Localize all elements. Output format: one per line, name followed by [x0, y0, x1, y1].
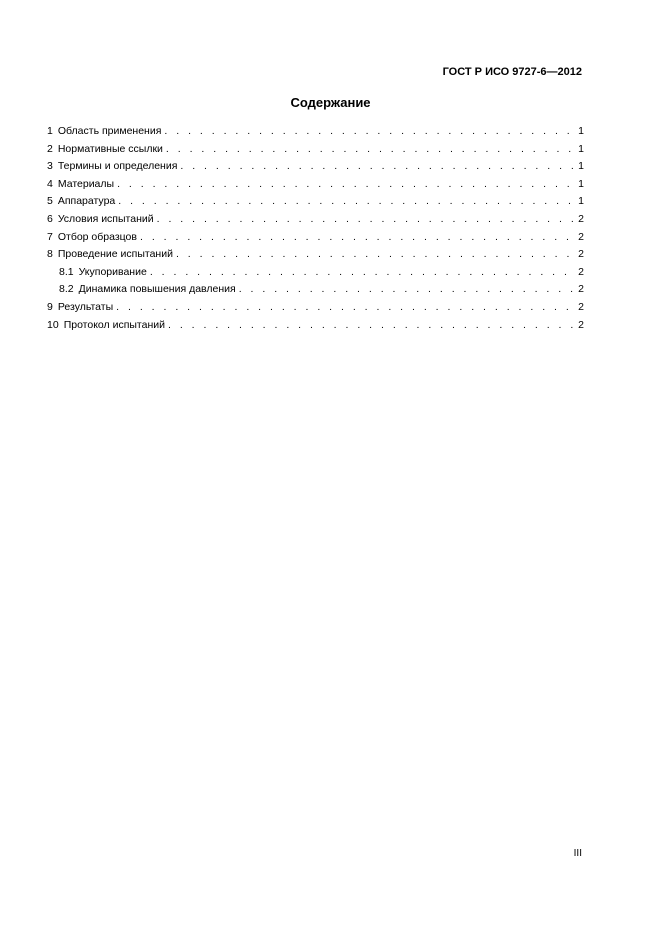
toc-entry-label: Нормативные ссылки [57, 142, 163, 155]
toc-leader-dots [117, 176, 573, 194]
toc-leader-dots [164, 123, 573, 141]
toc-entry-number: 9 [47, 300, 53, 313]
toc-leader-dots [140, 229, 573, 247]
toc-entry-page: 1 [578, 125, 584, 137]
toc-subentry[interactable] [47, 281, 584, 299]
toc-entry-label: Укупоривание [78, 265, 147, 278]
toc-leader-dots [166, 141, 573, 159]
toc-entry[interactable] [47, 211, 584, 229]
toc-entry-number: 1 [47, 125, 53, 137]
toc-entry[interactable] [47, 176, 584, 194]
toc-leader-dots [118, 193, 573, 211]
toc-entry[interactable] [47, 158, 584, 176]
page-number: III [573, 848, 582, 859]
table-of-contents [47, 123, 584, 334]
toc-entry[interactable] [47, 123, 584, 141]
toc-entry-label: Материалы [57, 177, 115, 190]
toc-entry-label: Условия испытаний [57, 212, 154, 225]
toc-entry-number: 3 [47, 160, 53, 173]
toc-entry-page: 2 [578, 300, 584, 313]
toc-entry[interactable] [47, 246, 584, 264]
toc-entry-label: Аппаратура [57, 195, 116, 208]
toc-leader-dots [157, 211, 573, 229]
toc-entry-number: 4 [47, 177, 53, 190]
toc-leader-dots [176, 246, 573, 264]
toc-entry-page: 2 [578, 230, 584, 243]
toc-leader-dots [168, 317, 573, 335]
toc-entry-page: 2 [578, 248, 584, 261]
toc-entry-number: 8.1 [59, 265, 74, 278]
toc-entry[interactable] [47, 299, 584, 317]
toc-entry-page: 1 [578, 160, 584, 173]
toc-entry[interactable] [47, 317, 584, 335]
toc-entry-label: Результаты [57, 300, 114, 313]
toc-leader-dots [150, 264, 573, 282]
toc-leader-dots [239, 281, 573, 299]
toc-entry-number: 2 [47, 142, 53, 155]
toc-entry-label: Динамика повышения давления [78, 283, 236, 296]
toc-entry-page: 1 [578, 195, 584, 208]
toc-entry-label: Проведение испытаний [57, 248, 173, 261]
toc-subentry[interactable] [47, 264, 584, 282]
document-code: ГОСТ Р ИСО 9727-6—2012 [442, 66, 582, 78]
toc-entry-number: 8.2 [59, 283, 74, 296]
toc-entry-number: 10 [47, 318, 59, 331]
toc-title: Содержание [290, 95, 371, 110]
toc-leader-dots [180, 158, 573, 176]
toc-entry-label: Термины и определения [57, 160, 178, 173]
toc-entry-number: 7 [47, 230, 53, 243]
toc-entry-page: 2 [578, 283, 584, 296]
toc-entry-number: 6 [47, 212, 53, 225]
toc-entry[interactable] [47, 229, 584, 247]
toc-entry-label: Протокол испытаний [63, 318, 165, 331]
toc-entry-page: 1 [578, 142, 584, 155]
toc-entry-page: 2 [578, 318, 584, 331]
toc-entry-page: 2 [578, 212, 584, 225]
toc-entry-number: 8 [47, 248, 53, 261]
toc-entry-page: 2 [578, 265, 584, 278]
toc-entry-page: 1 [578, 177, 584, 190]
toc-entry-label: Область применения [57, 125, 162, 137]
toc-leader-dots [116, 299, 573, 317]
toc-entry[interactable] [47, 141, 584, 159]
toc-entry[interactable] [47, 193, 584, 211]
toc-entry-label: Отбор образцов [57, 230, 137, 243]
toc-entry-number: 5 [47, 195, 53, 208]
